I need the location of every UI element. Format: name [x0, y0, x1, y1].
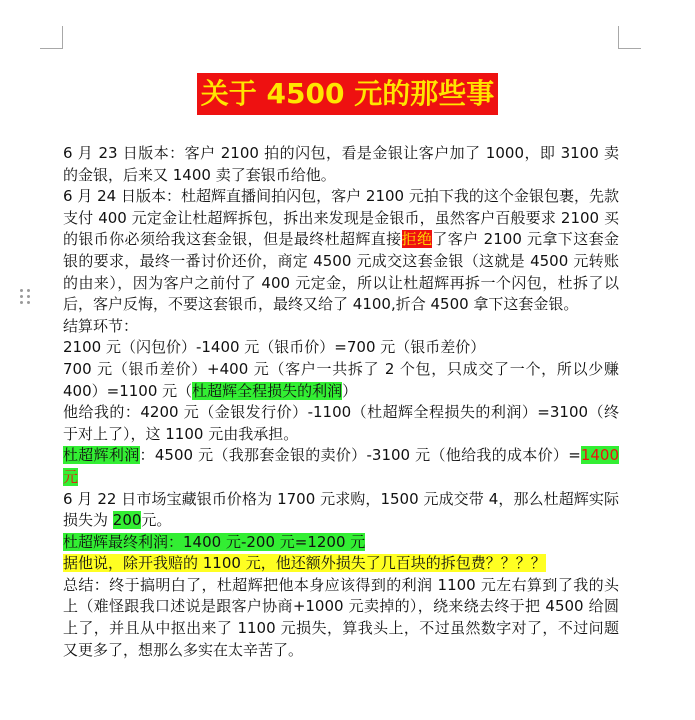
paragraph-7 [63, 445, 619, 488]
paragraph-2-text-b: 了客户 2100 元拿下这套金银的要求，最终一番讨价还价，商定 4500 元成交这套金银（这就是 4500 元转账的由来），因为客户之前付了 400 元定金，所以让杜超辉再拆一个闪包，杜拆了以后，客户反悔，不要这套银币，最终又给了 4100,折合 4500 拿下这套金银。 [63, 230, 619, 314]
paragraph-5 [63, 359, 619, 402]
paragraph-5-text-b: ） [342, 381, 358, 400]
paragraph-2 [63, 186, 619, 316]
paragraph-1 [63, 143, 619, 186]
paragraph-4 [63, 337, 619, 359]
document-title: 关于 4500 元的那些事 [197, 73, 498, 115]
refuse-highlight: 拒绝 [401, 230, 433, 249]
page-corner-mark-top-left [40, 26, 63, 49]
paragraph-4-text: 2100 元（闪包价）-1400 元（银币价）=700 元（银币差价） [63, 338, 486, 357]
paragraph-8 [63, 489, 619, 532]
paragraph-8-text-b: 元。 [141, 511, 172, 530]
paragraph-6 [63, 402, 619, 445]
paragraph-7-text: ：4500 元（我那套金银的卖价）-3100 元（他给我的成本价）= [139, 446, 581, 465]
summary-text: 总结：终于搞明白了，杜超辉把他本身应该得到的利润 1100 元左右算到了我的头上（难怪跟我口述说是跟客户协商+1000 元卖掉的），绕来绕去终于把 4500 给圆上了，并且从中抠出来了 1100 元损失，算我头上，不过虽然数字对了，不过问题又更多了，想那么多实在太辛苦了。 [63, 575, 619, 659]
extra-loss-highlight: 据他说，除开我赔的 1100 元，他还额外损失了几百块的拆包费？？？？ [63, 554, 546, 573]
paragraph-10 [63, 553, 619, 575]
profit-label-highlight: 杜超辉利润 [63, 446, 140, 465]
paragraph-5-text-a: 700 元（银币差价）+400 元（客户一共拆了 2 个包，只成交了一个，所以少赚 400）=1100 元（ [63, 359, 619, 400]
paragraph-summary [63, 575, 619, 661]
final-profit-highlight: 杜超辉最终利润：1400 元-200 元=1200 元 [63, 532, 366, 551]
loss-value-highlight: 200 [112, 511, 142, 530]
paragraph-settlement-heading [63, 316, 619, 338]
document-body [63, 143, 619, 661]
drag-handle-icon[interactable] [20, 289, 34, 304]
page-corner-mark-top-right [618, 26, 641, 49]
paragraph-1-text: 6 月 23 日版本：客户 2100 拍的闪包，看是金银让客户加了 1000，即 3100 卖的金银，后来又 1400 卖了套银币给他。 [63, 144, 619, 184]
profit-value-highlight: 1400 元 [63, 446, 619, 486]
settlement-heading-text: 结算环节： [63, 316, 139, 335]
paragraph-2-text-a: 6 月 24 日版本：杜超辉直播间拍闪包，客户 2100 元拍下我的这个金银包裹，先款支付 400 元定金让杜超辉拆包，拆出来发现是金银币，虽然客户百般要求 2100 买的银币你必须给我这套金银，但是最终杜超辉直接 [63, 187, 619, 249]
paragraph-6-text: 他给我的：4200 元（金银发行价）-1100（杜超辉全程损失的利润）=3100（终于对上了），这 1100 元由我承担。 [63, 403, 619, 443]
lost-profit-highlight: 杜超辉全程损失的利润 [192, 381, 343, 400]
title-wrap [0, 73, 695, 115]
paragraph-9 [63, 532, 619, 554]
paragraph-8-text-a: 6 月 22 日市场宝藏银币价格为 1700 元求购，1500 元成交带 4，那么杜超辉实际损失为 [63, 489, 619, 530]
